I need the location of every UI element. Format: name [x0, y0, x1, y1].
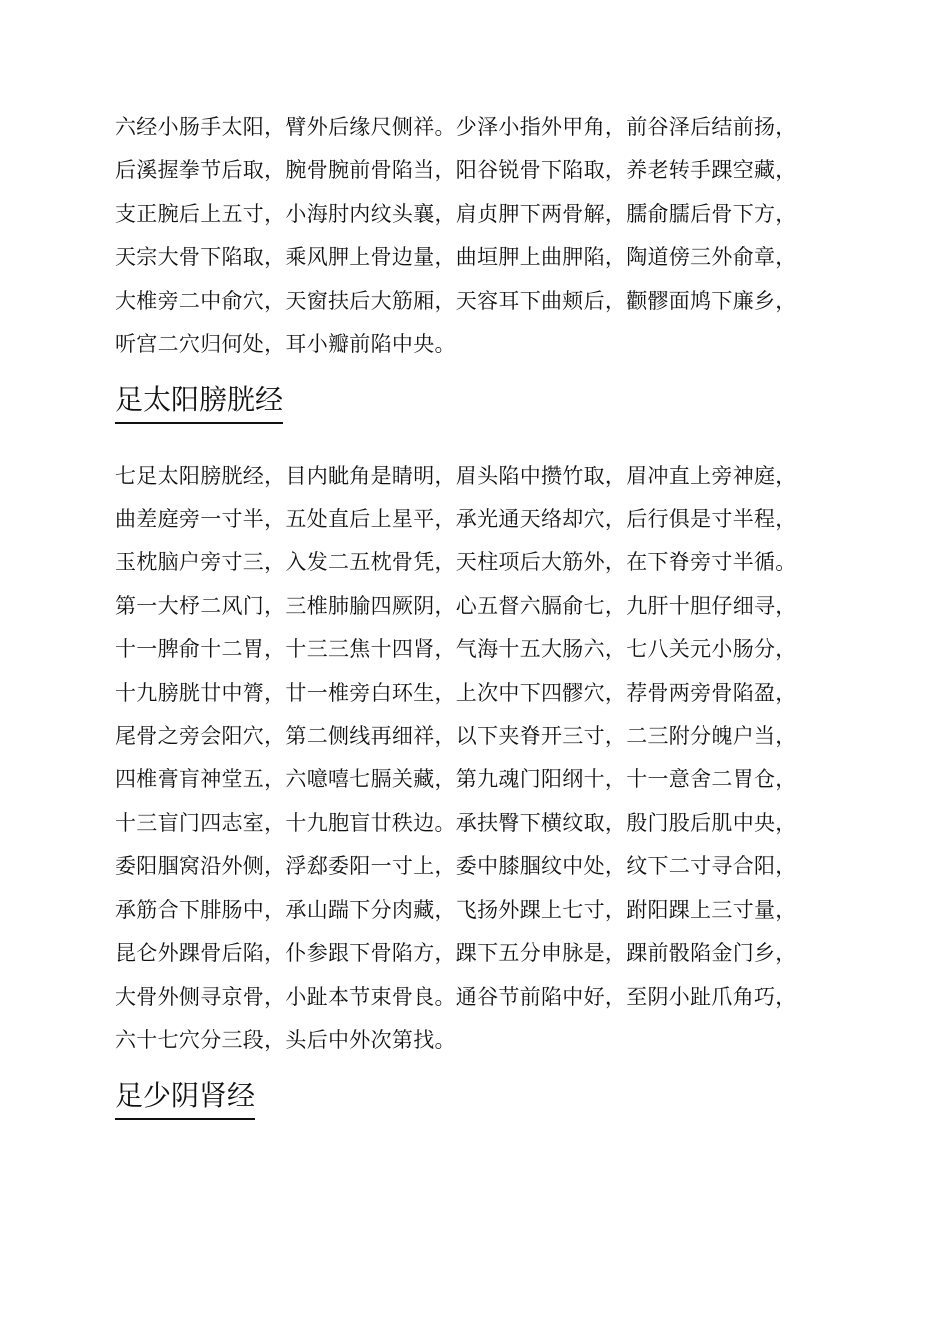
verse-line: 承筋合下腓肠中，承山踹下分肉藏，飞扬外踝上七寸，跗阳踝上三寸量， [115, 898, 797, 922]
verse-line: 曲差庭旁一寸半，五处直后上星平，承光通天络却穴，后行俱是寸半程， [115, 507, 797, 531]
verse-line: 昆仑外踝骨后陷，仆参跟下骨陷方，踝下五分申脉是，踝前骰陷金门乡， [115, 941, 797, 965]
verse-line: 后溪握拳节后取，腕骨腕前骨陷当，阳谷锐骨下陷取，养老转手踝空藏， [115, 158, 797, 182]
verse-line: 玉枕脑户旁寸三，入发二五枕骨凭，天柱项后大筋外，在下脊旁寸半循。 [115, 550, 797, 574]
verse-line: 大骨外侧寻京骨，小趾本节束骨良。通谷节前陷中好，至阴小趾爪角巧， [115, 985, 797, 1009]
verse-line: 十一脾俞十二胃，十三三焦十四肾，气海十五大肠六，七八关元小肠分， [115, 637, 797, 661]
verse-line: 七足太阳膀胱经，目内眦角是睛明，眉头陷中攒竹取，眉冲直上旁神庭， [115, 464, 797, 488]
verse-line: 十三盲门四志室，十九胞盲廿秩边。承扶臀下横纹取，殷门股后肌中央， [115, 811, 797, 835]
verse-line: 天宗大骨下陷取，乘风胛上骨边量，曲垣胛上曲胛陷，陶道傍三外俞章， [115, 245, 797, 269]
verse-line: 第一大杼二风门，三椎肺腧四厥阴，心五督六膈俞七，九肝十胆仔细寻， [115, 594, 797, 618]
verse-line: 六经小肠手太阳，臂外后缘尺侧祥。少泽小指外甲角，前谷泽后结前扬， [115, 115, 797, 139]
verse-line: 十九膀胱廿中膂，廿一椎旁白环生，上次中下四髎穴，荐骨两旁骨陷盈， [115, 681, 797, 705]
verse-line: 支正腕后上五寸，小海肘内纹头襄，肩贞胛下两骨解，臑俞臑后骨下方， [115, 202, 797, 226]
verse-line: 四椎膏肓神堂五，六噫嘻七膈关藏，第九魂门阳纲十，十一意舍二胃仓， [115, 767, 797, 791]
verse-line: 听宫二穴归何处，耳小瓣前陷中央。 [115, 332, 456, 356]
verse-line: 六十七穴分三段，头后中外次第找。 [115, 1028, 456, 1052]
section-heading-kidney-meridian: 足少阴肾经 [115, 1078, 255, 1120]
verse-line: 尾骨之旁会阳穴，第二侧线再细祥，以下夹脊开三寸，二三附分魄户当， [115, 724, 797, 748]
section-heading-bladder-meridian: 足太阳膀胱经 [115, 382, 283, 424]
verse-line: 委阳腘窝沿外侧，浮郄委阳一寸上，委中膝腘纹中处，纹下二寸寻合阳， [115, 854, 797, 878]
verse-line: 大椎旁二中俞穴，天窗扶后大筋厢，天容耳下曲颊后，颧髎面鸠下廉乡， [115, 289, 797, 313]
